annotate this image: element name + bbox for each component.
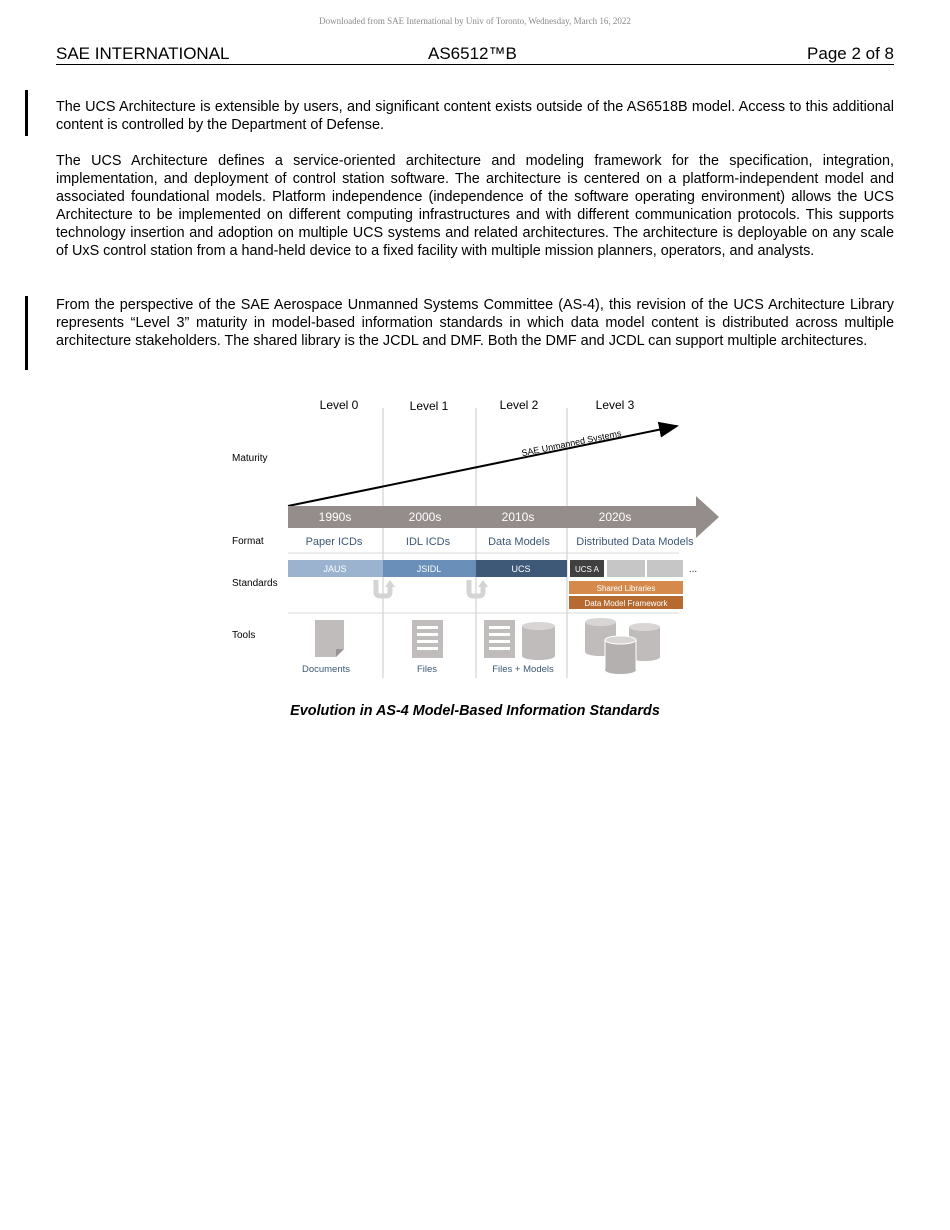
data-model-framework-label: Data Model Framework xyxy=(584,599,668,608)
maturity-arrow-label: SAE Unmanned Systems xyxy=(520,427,623,459)
page-header xyxy=(56,44,894,65)
format-label: Paper ICDs xyxy=(305,536,363,548)
maturity-evolution-figure xyxy=(222,390,732,685)
database-icon xyxy=(605,636,636,674)
header-document-id: AS6512™B xyxy=(428,44,517,63)
standard-label: JSIDL xyxy=(416,564,442,574)
tool-label: Files + Models xyxy=(492,664,554,675)
decade-label: 2020s xyxy=(598,510,632,524)
format-label: Data Models xyxy=(488,536,550,548)
row-label-maturity: Maturity xyxy=(232,453,268,464)
more-standards-ellipsis: ... xyxy=(688,564,698,575)
decade-label: 1990s xyxy=(318,510,352,524)
transition-arrow-head xyxy=(385,580,395,587)
body-paragraph: The UCS Architecture is extensible by users, and significant content exists outside of the AS6518B model. Access to this additional content is controlled by the Department of Defense. xyxy=(56,99,894,133)
level-label: Level 1 xyxy=(409,399,449,413)
standard-label: JAUS xyxy=(323,564,347,574)
format-label: IDL ICDs xyxy=(405,536,451,548)
level-label: Level 2 xyxy=(499,398,539,412)
download-watermark: Downloaded from SAE International by Univ of Toronto, Wednesday, March 16, 2022 xyxy=(319,16,631,26)
row-label-standards: Standards xyxy=(232,578,278,589)
body-paragraph: From the perspective of the SAE Aerospace Unmanned Systems Committee (AS-4), this revision of the UCS Architecture Library represents “Level 3” maturity in model-based information standards in which data model content is distributed across multiple architecture stakeholders. The shared library is the JCDL and DMF. Both the DMF and JCDL can support multiple architectures. xyxy=(56,297,894,349)
decade-label: 2000s xyxy=(408,510,442,524)
row-label-format: Format xyxy=(232,536,264,547)
header-page-number: Page 2 of 8 xyxy=(807,44,894,63)
level-label: Level 0 xyxy=(319,398,359,412)
body-paragraph: The UCS Architecture defines a service-oriented architecture and modeling framework for the specification, integration, implementation, and deployment of control station software. The architecture is centered on a platform-independent model and associated foundational models. Platform independence (independence of the software operating environment) allows the UCS Architecture to be implemented on different computing infrastructures and with different communication protocols. This supports technology insertion and adoption on multiple UCS systems and related architectures. The architecture is deployable on any scale of UxS control station from a hand-held device to a fixed facility with multiple mission planners, operators, and analysts. xyxy=(56,153,894,259)
transition-arrow-head xyxy=(478,580,488,587)
standard-label: UCS A xyxy=(574,565,600,574)
level-label: Level 3 xyxy=(595,398,635,412)
standard-label: UCS xyxy=(511,564,531,574)
database-icon xyxy=(522,622,555,660)
tool-label: Documents xyxy=(301,664,351,675)
document-fold xyxy=(336,649,344,657)
revision-change-bar xyxy=(25,90,28,136)
shared-libraries-label: Shared Libraries xyxy=(596,584,656,593)
future-standard-placeholder xyxy=(647,560,683,577)
decade-label: 2010s xyxy=(501,510,535,524)
format-label: Distributed Data Models xyxy=(576,536,694,548)
files-icon xyxy=(412,620,443,658)
tool-label: Files xyxy=(416,664,438,675)
future-standard-placeholder xyxy=(607,560,645,577)
row-label-tools: Tools xyxy=(232,630,256,641)
revision-change-bar xyxy=(25,296,28,370)
files-icon xyxy=(484,620,515,658)
figure-caption: Evolution in AS-4 Model-Based Information Standards xyxy=(290,703,660,719)
header-organization: SAE INTERNATIONAL xyxy=(56,44,230,63)
